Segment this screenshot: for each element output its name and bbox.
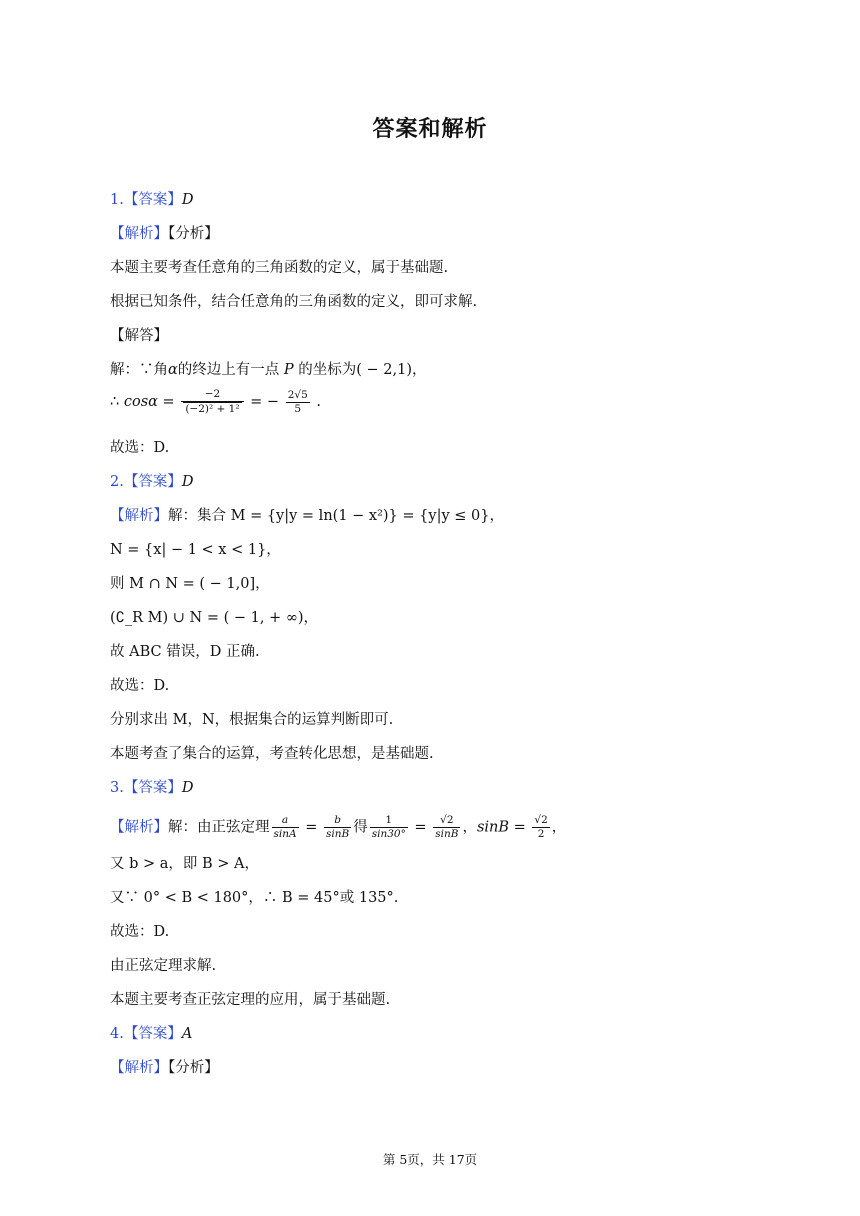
q4-fenxi-tag: 【分析】 (168, 1060, 219, 1076)
q1-frac2-num: 2√5 (287, 388, 308, 401)
q3-eq-3: = (509, 819, 531, 836)
q1-fraction-1 (181, 388, 243, 416)
q4-jiexi-line (110, 1058, 219, 1078)
q1-jiexi-tag: 【解析】 (110, 226, 168, 242)
q1-jieda-tag: 【解答】 (110, 328, 168, 344)
q3-l1-end: ， (551, 819, 567, 836)
q3-frac-b-num: b (324, 814, 351, 828)
q1-eq1: = (157, 394, 180, 410)
q3-eq-2: = (409, 819, 432, 836)
q4-answer-line (110, 1024, 192, 1044)
q2-line-4: (∁_R M) ∪ N = ( − 1, + ∞)， (110, 610, 319, 626)
q3-frac-b (324, 814, 351, 841)
q1-frac1-den: (−2)² + 1² (185, 403, 240, 415)
q1-number: 1. (110, 192, 124, 208)
q2-line-3: 则 M ∩ N = ( − 1,0]， (110, 576, 270, 592)
q3-de: 得 (353, 819, 368, 836)
q3-frac-b-den: sinB (325, 828, 350, 840)
q2-answer-line (110, 472, 193, 492)
q1-sol-text-a: 解：∵角 (110, 362, 168, 378)
q2-answer-tag: 【答案】 (123, 474, 182, 490)
q2-jiexi-tag: 【解析】 (110, 508, 168, 524)
q3-sinb: sinB (476, 819, 510, 836)
q3-line-6: 本题主要考查正弦定理的应用，属于基础题. (110, 992, 391, 1008)
q4-number: 4. (110, 1026, 124, 1042)
q3-frac-e (532, 814, 549, 841)
q1-cos-alpha: cosα (123, 394, 158, 410)
q3-answer: D (181, 780, 194, 796)
q3-line-1 (110, 814, 566, 841)
q3-frac-d-num: √2 (433, 814, 460, 828)
q3-frac-e-den: 2 (537, 828, 545, 840)
q1-choice: 故选：D. (110, 440, 170, 456)
q2-line-2: N = {x| − 1 < x < 1}， (110, 542, 281, 558)
q2-line-7: 分别求出 M，N，根据集合的运算判断即可. (110, 712, 394, 728)
q2-answer: D (181, 474, 194, 490)
q3-frac-a (272, 814, 299, 841)
q1-sol-point-p: P (283, 362, 294, 378)
q3-line-5: 由正弦定理求解. (110, 958, 217, 974)
q1-sol2-end: . (311, 394, 321, 410)
q1-jiexi-line (110, 224, 219, 244)
q1-fenxi-tag: 【分析】 (168, 226, 219, 242)
page-footer: 第 5页，共 17页 (382, 1152, 478, 1167)
q1-frac1-num: −2 (181, 388, 243, 402)
q1-fenxi-2: 根据已知条件，结合任意角的三角函数的定义，即可求解. (110, 294, 478, 310)
q1-sol-text-c: 的坐标为( − 2,1)， (293, 362, 427, 378)
q3-number: 3. (110, 780, 124, 796)
q1-fenxi-1: 本题主要考查任意角的三角函数的定义，属于基础题. (110, 260, 449, 276)
q1-answer-line (110, 190, 193, 210)
q2-line-6: 故选：D. (110, 678, 170, 694)
q3-frac-c-den: sin30° (371, 828, 406, 840)
q1-solution-line-1 (110, 360, 427, 380)
q2-line-5: 故 ABC 错误，D 正确. (110, 644, 260, 660)
page-title: 答案和解析 (372, 117, 488, 142)
q2-line1-text: 解：集合 M = {y|y = ln(1 − x²)} = {y|y ≤ 0}， (168, 508, 504, 524)
q1-answer: D (181, 192, 194, 208)
q1-sol-alpha: α (168, 362, 178, 378)
q1-eq2: = − (245, 394, 284, 410)
q3-answer-tag: 【答案】 (123, 780, 182, 796)
q3-frac-c-num: 1 (370, 814, 408, 828)
q4-answer: A (181, 1026, 193, 1042)
q3-frac-e-num: √2 (534, 814, 548, 826)
q3-line-2: 又 b > a，即 B > A， (110, 856, 260, 872)
q3-frac-c (370, 814, 408, 841)
q1-frac2-den: 5 (294, 402, 302, 415)
q3-frac-a-num: a (272, 814, 299, 828)
q3-answer-line (110, 778, 193, 798)
q3-comma: ， (462, 819, 477, 836)
q1-therefore: ∴ (110, 394, 124, 410)
q4-jiexi-tag: 【解析】 (110, 1060, 168, 1076)
q2-line-1 (110, 506, 504, 526)
q1-fraction-2 (286, 389, 310, 416)
q3-frac-d-den: sinB (435, 828, 459, 840)
q3-l1-text: 解：由正弦定理 (168, 819, 270, 836)
q2-number: 2. (110, 474, 124, 490)
q3-frac-d (433, 814, 460, 841)
q2-line-8: 本题考查了集合的运算，考查转化思想，是基础题. (110, 746, 434, 762)
q1-sol-text-b: 的终边上有一点 (177, 362, 284, 378)
q4-answer-tag: 【答案】 (123, 1026, 182, 1042)
q3-line-3: 又∵ 0° < B < 180°，∴ B = 45°或 135°. (110, 890, 399, 906)
q3-jiexi-tag: 【解析】 (110, 819, 168, 836)
q1-solution-line-2 (110, 388, 321, 416)
q1-answer-tag: 【答案】 (123, 192, 182, 208)
q3-eq-1: = (300, 819, 322, 836)
q3-frac-a-den: sinA (273, 828, 297, 840)
q3-line-4: 故选：D. (110, 924, 170, 940)
